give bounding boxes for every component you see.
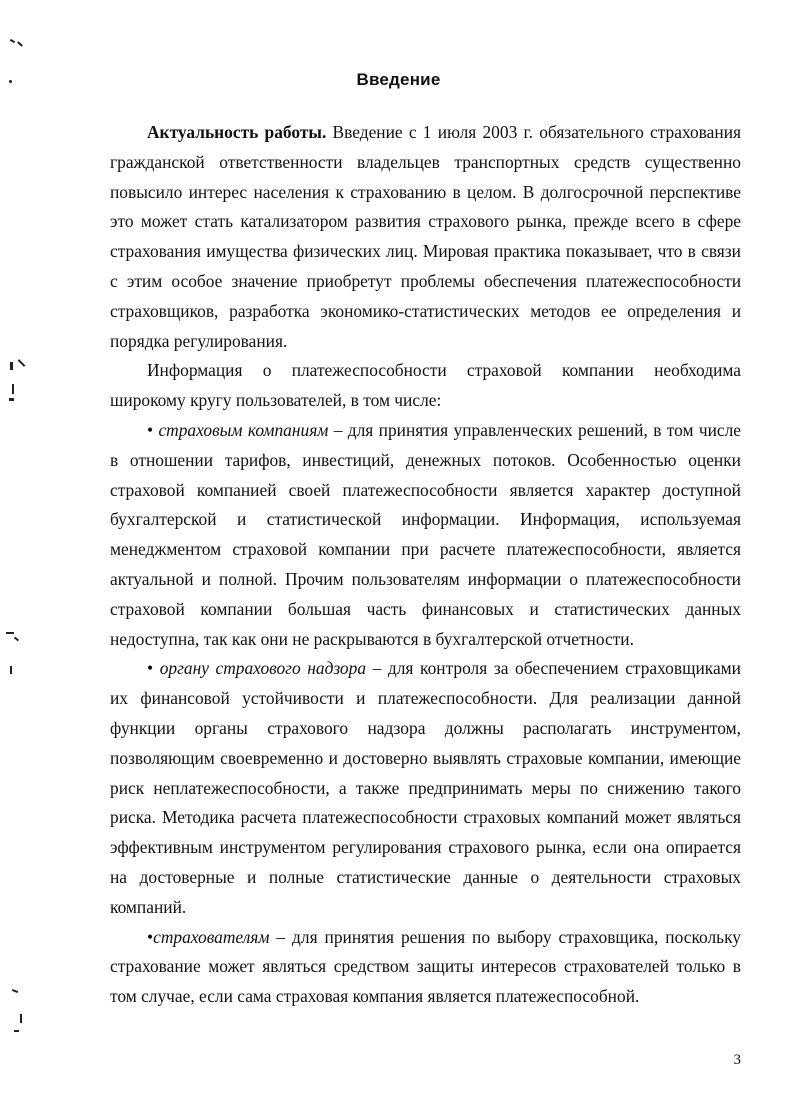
scan-artifact (10, 39, 15, 43)
bullet-icon: • (147, 658, 154, 679)
list-item (110, 416, 741, 654)
scan-artifact (18, 359, 26, 367)
scan-artifact (12, 989, 18, 993)
bullet-icon: • (147, 926, 154, 947)
list-item-lead: органу страхового надзора (159, 658, 367, 679)
scan-artifact (12, 384, 14, 394)
list-item-text: – для принятия решения по выбору страховщика, поскольку страхование может являться средством защиты интересов страхователей только в том случае, если сама страховая компания является платежеспособной. (110, 926, 741, 1007)
scan-artifact (9, 398, 14, 401)
paragraph-relevance (110, 118, 741, 356)
paragraph-information (110, 356, 741, 416)
list-item-lead: страховым компаниям (158, 419, 329, 440)
scan-artifact (14, 1030, 19, 1032)
paragraph-lead: Актуальность работы. (147, 122, 327, 142)
list-item-lead: страхователям (153, 926, 270, 947)
scan-artifact (10, 362, 13, 370)
body-text (110, 118, 741, 1012)
scan-artifact (14, 637, 19, 642)
page-number: 3 (733, 1052, 741, 1068)
list-item (110, 923, 741, 1012)
paragraph-text: Информация о платежеспособности страховой компании необходима широкому кругу пользователей, в том числе: (110, 360, 741, 411)
list-item-text: – для контроля за обеспечением страховщиками их финансовой устойчивости и платежеспособности. Для реализации данной функции органы страхового надзора должны располагать инструментом, позволяющим своевременно и достоверно выявлять страховые компании, имеющие риск неплатежеспособности, а также предпринимать меры по снижению такого риска. Методика расчета платежеспособности страховых компаний может являться эффективным инструментом регулирования страхового рынка, если она опирается на достоверные и полные статистические данные о деятельности страховых компаний. (110, 658, 741, 917)
list-item-text: – для принятия управленческих решений, в том числе в отношении тарифов, инвестиций, денежных потоков. Особенностью оценки страховой компанией своей платежеспособности является характер доступной бухгалтерской и статистической информации. Информация, используемая менеджментом страховой компании при расчете платежеспособности, является актуальной и полной. Прочим пользователям информации о платежеспособности страховой компании большая часть финансовых и статистических данных недоступна, так как они не раскрываются в бухгалтерской отчетности. (110, 419, 742, 649)
page-title: Введение (356, 70, 441, 89)
list-item (110, 654, 741, 922)
paragraph-text: Введение с 1 июля 2003 г. обязательного страхования гражданской ответственности владельцев транспортных средств существенно повысило интерес населения к страхованию в целом. В долгосрочной перспективе это может стать катализатором развития страхового рынка, прежде всего в сфере страхования имущества физических лиц. Мировая практика показывает, что в связи с этим особое значение приобретут проблемы обеспечения платежеспособности страховщиков, разработка экономико-статистических методов ее определения и порядка регулирования. (110, 122, 741, 351)
bullet-icon: • (147, 419, 154, 440)
scan-artifact (17, 41, 23, 46)
scan-artifact (6, 632, 14, 634)
scan-artifact (20, 1014, 22, 1023)
scan-artifact (10, 666, 12, 674)
